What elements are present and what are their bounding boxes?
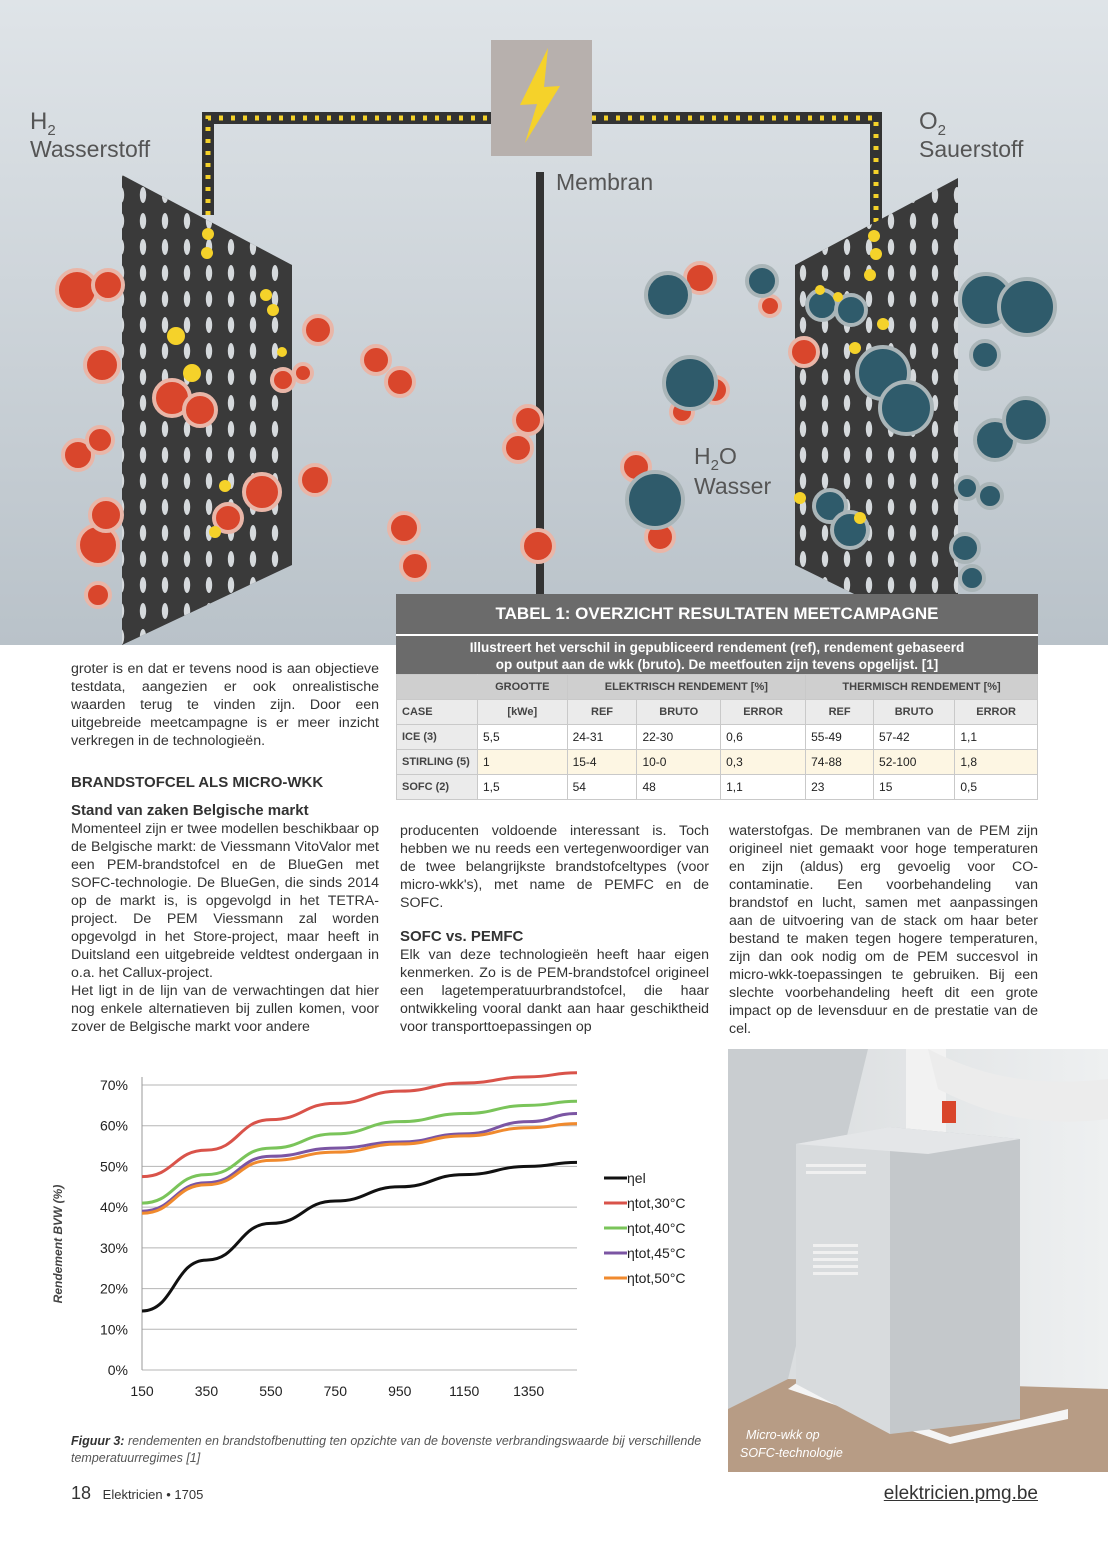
water-formula: H bbox=[694, 443, 711, 469]
column-header: REF bbox=[567, 700, 637, 725]
series-line bbox=[142, 1101, 577, 1203]
series-line bbox=[142, 1073, 577, 1177]
paragraph: Momenteel zijn er twee modellen beschikbaar op de Belgische markt: de Viessmann VitoValor met een PEM-brandstofcel en de BlueGen met SOFC-technologie. De BlueGen, die sinds 2014 op de markt is, is opgevolgd in het TETRA-project. De PEM Viessmann zal worden opgevolgd in het Store-project, maar heeft in Duitsland een uitgebreide veldtest ondergaan in o.a. het Callux-project. bbox=[71, 821, 379, 981]
column-header: BRUTO bbox=[637, 700, 721, 725]
table-row: SOFC (2) 1,5 54 48 1,1 23 15 0,5 bbox=[397, 775, 1038, 800]
group-header-size: GROOTTE bbox=[478, 675, 568, 700]
paragraph: producenten voldoende interessant is. Toch hebben we nu reeds een vertegenwoordiger van de twee belangrijkste brandstofceltypes (voor micro-wkk's), met name de PEMFC en de SOFC. bbox=[400, 823, 709, 911]
table-title: TABEL 1: OVERZICHT RESULTATEN MEETCAMPAGNE bbox=[396, 594, 1038, 636]
x-tick-label: 750 bbox=[323, 1383, 348, 1399]
section-heading: BRANDSTOFCEL ALS MICRO-WKK bbox=[71, 774, 324, 791]
group-header-thermal: THERMISCH RENDEMENT [%] bbox=[806, 675, 1038, 700]
table-grid bbox=[396, 674, 1038, 800]
table-row: ICE (3) 5,5 24-31 22-30 0,6 55-49 57-42 1,1 bbox=[397, 725, 1038, 750]
results-table bbox=[396, 594, 1038, 804]
column-header: REF bbox=[806, 700, 874, 725]
paragraph: Elk van deze technologieën heeft haar eigen kenmerken. Zo is de PEM-brandstofcel origineel een lagetemperatuurbrandstofcel, die haar ontwikkeling vooral dankt aan haar geschiktheid voor transporttoepassingen op bbox=[400, 947, 709, 1035]
svg-text:O2: $O_2$ bbox=[919, 108, 947, 139]
membrane-label: Membran bbox=[556, 169, 654, 195]
water-label: Wasser bbox=[694, 473, 772, 499]
table-row: STIRLING (5) 1 15-4 10-0 0,3 74-88 52-100 1,8 bbox=[397, 750, 1038, 775]
page-footer bbox=[71, 1483, 203, 1504]
y-tick-label: 0% bbox=[107, 1362, 128, 1378]
figure-caption bbox=[71, 1433, 711, 1467]
legend-label: ηtot,45°C bbox=[627, 1245, 686, 1261]
h2-label: Wasserstoff bbox=[30, 136, 151, 162]
column-header: ERROR bbox=[955, 700, 1038, 725]
website-link[interactable]: elektricien.pmg.be bbox=[883, 1483, 1038, 1504]
x-tick-label: 1150 bbox=[449, 1383, 480, 1399]
subsection-heading: Stand van zaken Belgische markt bbox=[71, 802, 309, 819]
o2-label: Sauerstoff bbox=[919, 136, 1024, 162]
y-tick-label: 40% bbox=[99, 1199, 128, 1216]
x-tick-label: 950 bbox=[388, 1383, 412, 1399]
paragraph: groter is en dat er tevens nood is aan objectieve testdata, aangezien er ook onrealistische waarden terug te vinden zijn. Door een uitgebreide meetcampagne is er meer inzicht verkregen in de technologieën. bbox=[71, 661, 379, 749]
subsection-heading: SOFC vs. PEMFC bbox=[400, 928, 524, 945]
y-tick-label: 60% bbox=[99, 1117, 128, 1134]
column-header: BRUTO bbox=[874, 700, 955, 725]
group-header-electric: ELEKTRISCH RENDEMENT [%] bbox=[567, 675, 806, 700]
caption-text: rendementen en brandstofbenutting ten opzichte van de bovenste verbrandingswaarde bij verschillende temperatuurregimes [1] bbox=[71, 1434, 702, 1465]
y-tick-label: 30% bbox=[99, 1239, 128, 1256]
magazine-issue: Elektricien • 1705 bbox=[102, 1487, 204, 1502]
efficiency-chart bbox=[40, 1058, 720, 1410]
column-2 bbox=[400, 822, 709, 1036]
svg-text:H2O: $H_2O$ bbox=[694, 443, 737, 474]
page-number: 18 bbox=[71, 1483, 92, 1503]
y-tick-label: 70% bbox=[99, 1077, 128, 1093]
micro-chp-photo bbox=[728, 1049, 1108, 1472]
column-header: [kWe] bbox=[478, 700, 568, 725]
column-3 bbox=[729, 822, 1038, 1038]
chart-y-label: Rendement BVW (%) bbox=[51, 1184, 65, 1304]
legend-label: ηtot,40°C bbox=[627, 1220, 686, 1236]
x-tick-label: 1350 bbox=[513, 1383, 545, 1399]
paragraph: waterstofgas. De membranen van de PEM zijn origineel niet gemaakt voor hoge temperaturen en zijn (aldus) erg gevoelig voor CO-contaminatie. Een voorbehandeling van brandstof en lucht, samen met aanpassingen aan de uitvoering van de stack om haar beter bestand te maken tegen hogere temperaturen, zijn dan ook nodig om de PEM succesvol in micro-wkk-toepassingen te gebruiken. Bij een slechte voorbehandeling heeft dit een grote impact op de levensduur en de prestatie van de cel. bbox=[729, 823, 1038, 1037]
legend-label: ηtot,30°C bbox=[627, 1195, 686, 1211]
table-subtitle: Illustreert het verschil in gepubliceerd rendement (ref), rendement gebaseerd op output aan de wkk (bruto). De meetfouten zijn tevens opgelijst. [1] bbox=[396, 636, 1038, 674]
photo-caption-line2: SOFC-technologie bbox=[740, 1446, 843, 1460]
x-tick-label: 550 bbox=[259, 1383, 283, 1399]
column-header: ERROR bbox=[721, 700, 806, 725]
paragraph: Het ligt in de lijn van de verwachtingen dat hier nog enkele alternatieven bij zullen komen, voor zover de Belgische markt voor andere bbox=[71, 983, 379, 1035]
y-tick-label: 20% bbox=[99, 1280, 128, 1297]
h2-formula: H bbox=[30, 108, 48, 135]
x-tick-label: 150 bbox=[130, 1383, 154, 1399]
photo-caption-line1: Micro-wkk op bbox=[746, 1428, 820, 1442]
fuel-cell-illustration bbox=[0, 0, 1108, 645]
x-tick-label: 350 bbox=[194, 1383, 219, 1399]
svg-text:H2: $H_2$ bbox=[30, 108, 56, 139]
column-1 bbox=[71, 660, 379, 1036]
legend-label: ηel bbox=[627, 1170, 646, 1186]
caption-label: Figuur 3: bbox=[71, 1434, 125, 1448]
y-tick-label: 10% bbox=[99, 1321, 128, 1338]
y-tick-label: 50% bbox=[99, 1158, 128, 1175]
column-header: CASE bbox=[397, 700, 478, 725]
o2-formula: O bbox=[919, 108, 938, 135]
legend-label: ηtot,50°C bbox=[627, 1270, 686, 1286]
